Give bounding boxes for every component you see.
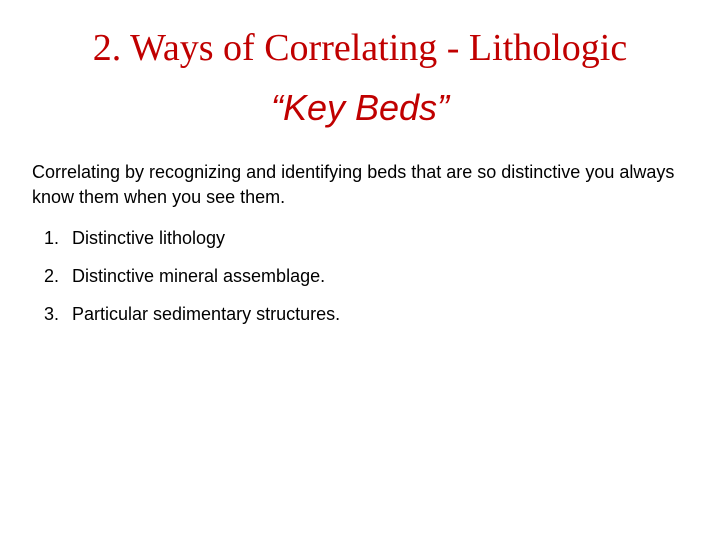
list-item bbox=[44, 226, 684, 264]
list-item bbox=[44, 302, 684, 340]
intro-paragraph: Correlating by recognizing and identifying beds that are so distinctive you always know them when you see them. bbox=[32, 162, 675, 207]
list-item-text: Distinctive mineral assemblage. bbox=[72, 266, 326, 286]
list-item-text: Distinctive lithology bbox=[72, 228, 226, 248]
list-item-number: 2. bbox=[44, 266, 60, 286]
slide-title: 2. Ways of Correlating - Lithologic bbox=[92, 27, 628, 69]
list-item bbox=[44, 264, 684, 302]
list-item-number: 3. bbox=[44, 304, 60, 324]
list-item-text: Particular sedimentary structures. bbox=[72, 304, 341, 324]
slide-subtitle: “Key Beds” bbox=[270, 87, 450, 128]
list-item-number: 1. bbox=[44, 228, 60, 248]
numbered-list bbox=[44, 226, 684, 340]
